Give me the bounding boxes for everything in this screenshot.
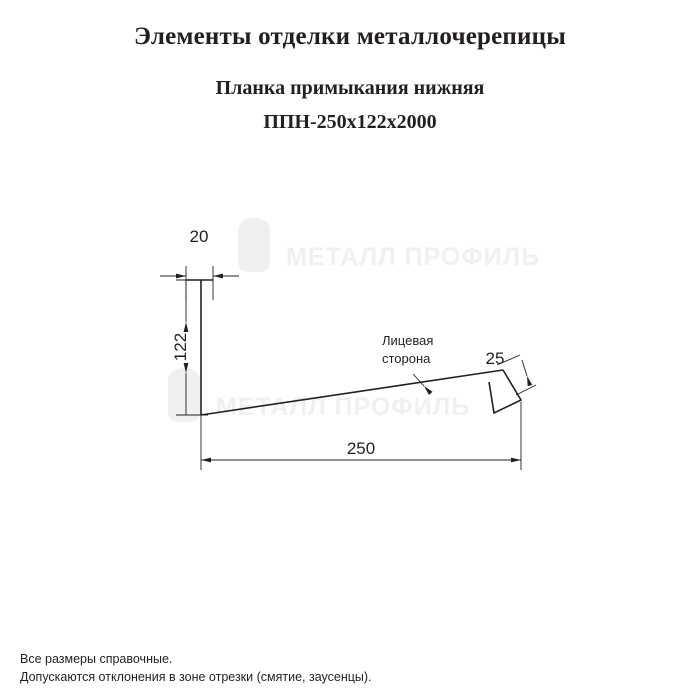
dimension-base-width bbox=[201, 402, 521, 470]
dimension-label-122: 122 bbox=[171, 332, 190, 362]
leader-face-side bbox=[413, 374, 424, 386]
watermark-text: МЕТАЛЛ ПРОФИЛЬ bbox=[286, 243, 541, 271]
dimension-label-25: 25 bbox=[485, 349, 505, 368]
technical-drawing bbox=[0, 170, 700, 550]
footer-note-2: Допускаются отклонения в зоне отрезки (смятие, заусенцы). bbox=[20, 669, 372, 684]
dimension-label-20: 20 bbox=[189, 227, 209, 246]
dim-arrow-edge bbox=[522, 360, 527, 376]
annotation-face-side-line2: сторона bbox=[382, 351, 431, 366]
leader-edge-b bbox=[516, 385, 536, 395]
page-title: Элементы отделки металлочерепицы bbox=[134, 23, 566, 50]
product-code: ППН-250х122х2000 bbox=[263, 111, 437, 133]
annotation-face-side bbox=[413, 374, 424, 386]
footer-note-1: Все размеры справочные. bbox=[20, 651, 173, 666]
dimension-label-250: 250 bbox=[346, 439, 376, 458]
watermark-text-2: МЕТАЛЛ ПРОФИЛЬ bbox=[216, 393, 471, 421]
profile-return-bend bbox=[489, 370, 521, 413]
annotation-face-side-line1: Лицевая bbox=[382, 333, 434, 348]
footer-notes bbox=[20, 650, 372, 686]
title-block bbox=[0, 22, 700, 134]
profile-outline bbox=[186, 280, 521, 415]
product-name: Планка примыкания нижняя bbox=[215, 77, 485, 99]
dimension-top-width bbox=[160, 266, 239, 300]
profile-face bbox=[201, 370, 503, 415]
